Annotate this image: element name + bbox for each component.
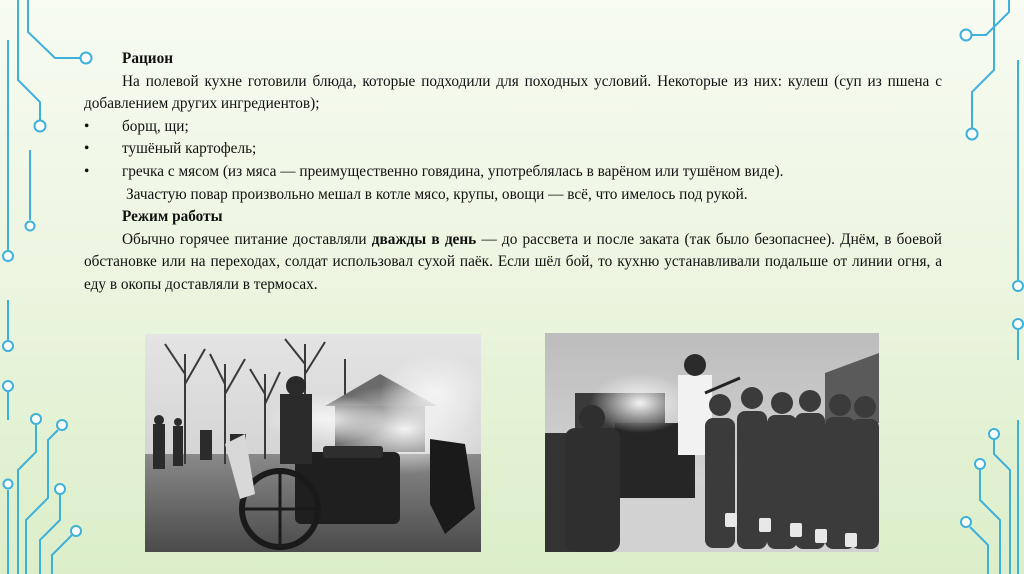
slide-body — [84, 48, 942, 297]
ration-item-borscht — [84, 116, 942, 139]
bullet-mark: • — [84, 117, 90, 135]
ration-item-buckwheat — [84, 161, 942, 184]
ration-note: Зачастую повар произвольно мешал в котле мясо, крупы, овощи — всё, что имелось под рукой. — [126, 185, 748, 203]
schedule-text-emphasis: дважды в день — [371, 230, 477, 248]
schedule-text — [84, 229, 942, 297]
ration-item-text: тушёный картофель; — [122, 140, 257, 158]
soldiers-queue-photo — [545, 333, 879, 552]
ration-item-potato — [84, 138, 942, 161]
ration-intro: На полевой кухне готовили блюда, которые подходили для походных условий. Некоторые из них: кулеш (суп из пшена с добавлением других ингредиентов); — [84, 72, 942, 113]
ration-item-text: борщ, щи; — [122, 117, 189, 135]
schedule-text-start: Обычно горячее питание доставляли — [122, 230, 372, 248]
schedule-heading: Режим работы — [122, 208, 223, 226]
ration-heading: Рацион — [122, 50, 174, 67]
ration-item-text: гречка с мясом (из мяса — преимущественно говядина, употреблялась в варёном или тушёном виде). — [122, 162, 784, 180]
schedule-text-end: — до рассвета и после заката (так было безопаснее). Днём, в боевой обстановке или на переходах, солдат использовал сухой паёк. Если шёл бой, то кухню устанавливали подальше от линии огня, а еду в окопы доставляли в термосах. — [84, 230, 942, 293]
bullet-mark: • — [84, 162, 90, 180]
field-kitchen-photo — [145, 334, 481, 552]
bullet-mark: • — [84, 140, 90, 158]
